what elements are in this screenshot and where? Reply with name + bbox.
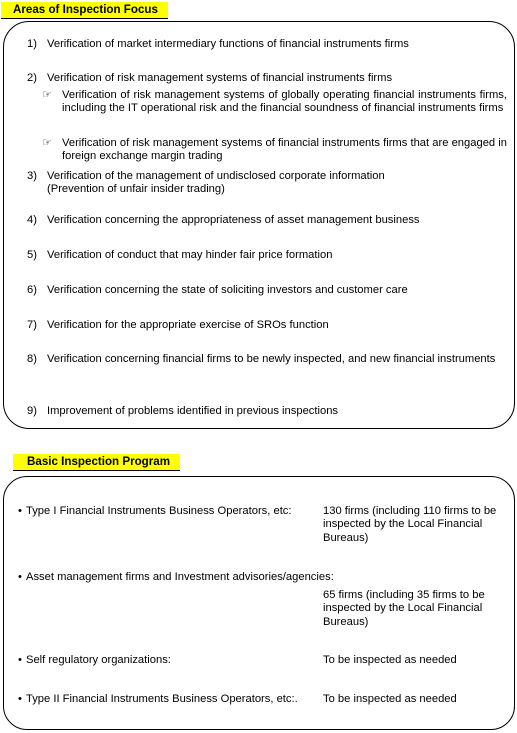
program-label: Self regulatory organizations: bbox=[26, 654, 171, 666]
item-text: Verification of market intermediary functions of financial instruments firms bbox=[47, 38, 409, 50]
subitem-text: Verification of risk management systems of globally operating financial instruments firms, including the IT operational risk and the financial soundness of financial instruments firms bbox=[62, 89, 507, 115]
bullet-icon: • bbox=[18, 654, 22, 666]
item-number: 6) bbox=[27, 284, 37, 296]
program-value: To be inspected as needed bbox=[323, 654, 457, 666]
program-header: Basic Inspection Program bbox=[13, 454, 180, 471]
item-text-note: (Prevention of unfair insider trading) bbox=[47, 183, 225, 195]
program-value: 65 firms (including 35 firms to be inspected by the Local Financial Bureaus) bbox=[323, 589, 485, 628]
item-number: 7) bbox=[27, 319, 37, 331]
focus-header: Areas of Inspection Focus bbox=[1, 2, 168, 19]
program-label: Type I Financial Instruments Business Operators, etc: bbox=[26, 505, 292, 517]
program-label: Type II Financial Instruments Business Operators, etc:. bbox=[26, 693, 298, 705]
program-value: 130 firms (including 110 firms to be inspected by the Local Financial Bureaus) bbox=[323, 505, 497, 544]
item-number: 4) bbox=[27, 214, 37, 226]
program-label: Asset management firms and Investment advisories/agencies: bbox=[26, 571, 334, 583]
subitem-text: Verification of risk management systems of financial instruments firms that are engaged in foreign exchange margin trading bbox=[62, 137, 507, 163]
bullet-icon: • bbox=[18, 505, 22, 517]
item-text: Verification of the management of undisclosed corporate information bbox=[47, 170, 385, 182]
item-number: 8) bbox=[27, 353, 37, 365]
item-number: 2) bbox=[27, 72, 37, 84]
item-text: Verification for the appropriate exercise of SROs function bbox=[47, 319, 329, 331]
item-text: Verification concerning the state of soliciting investors and customer care bbox=[47, 284, 408, 296]
item-number: 5) bbox=[27, 249, 37, 261]
pointing-hand-icon: ☞ bbox=[42, 137, 52, 149]
item-number: 3) bbox=[27, 170, 37, 182]
item-text: Verification concerning financial firms to be newly inspected, and new financial instruments bbox=[47, 353, 496, 365]
item-text: Verification of risk management systems of financial instruments firms bbox=[47, 72, 393, 84]
item-text: Improvement of problems identified in previous inspections bbox=[47, 405, 339, 417]
item-number: 9) bbox=[27, 405, 37, 417]
pointing-hand-icon: ☞ bbox=[42, 89, 52, 101]
item-number: 1) bbox=[27, 38, 37, 50]
bullet-icon: • bbox=[18, 571, 22, 583]
item-text: Verification of conduct that may hinder fair price formation bbox=[47, 249, 333, 261]
program-value: To be inspected as needed bbox=[323, 693, 457, 705]
bullet-icon: • bbox=[18, 693, 22, 705]
item-text: Verification concerning the appropriateness of asset management business bbox=[47, 214, 420, 226]
